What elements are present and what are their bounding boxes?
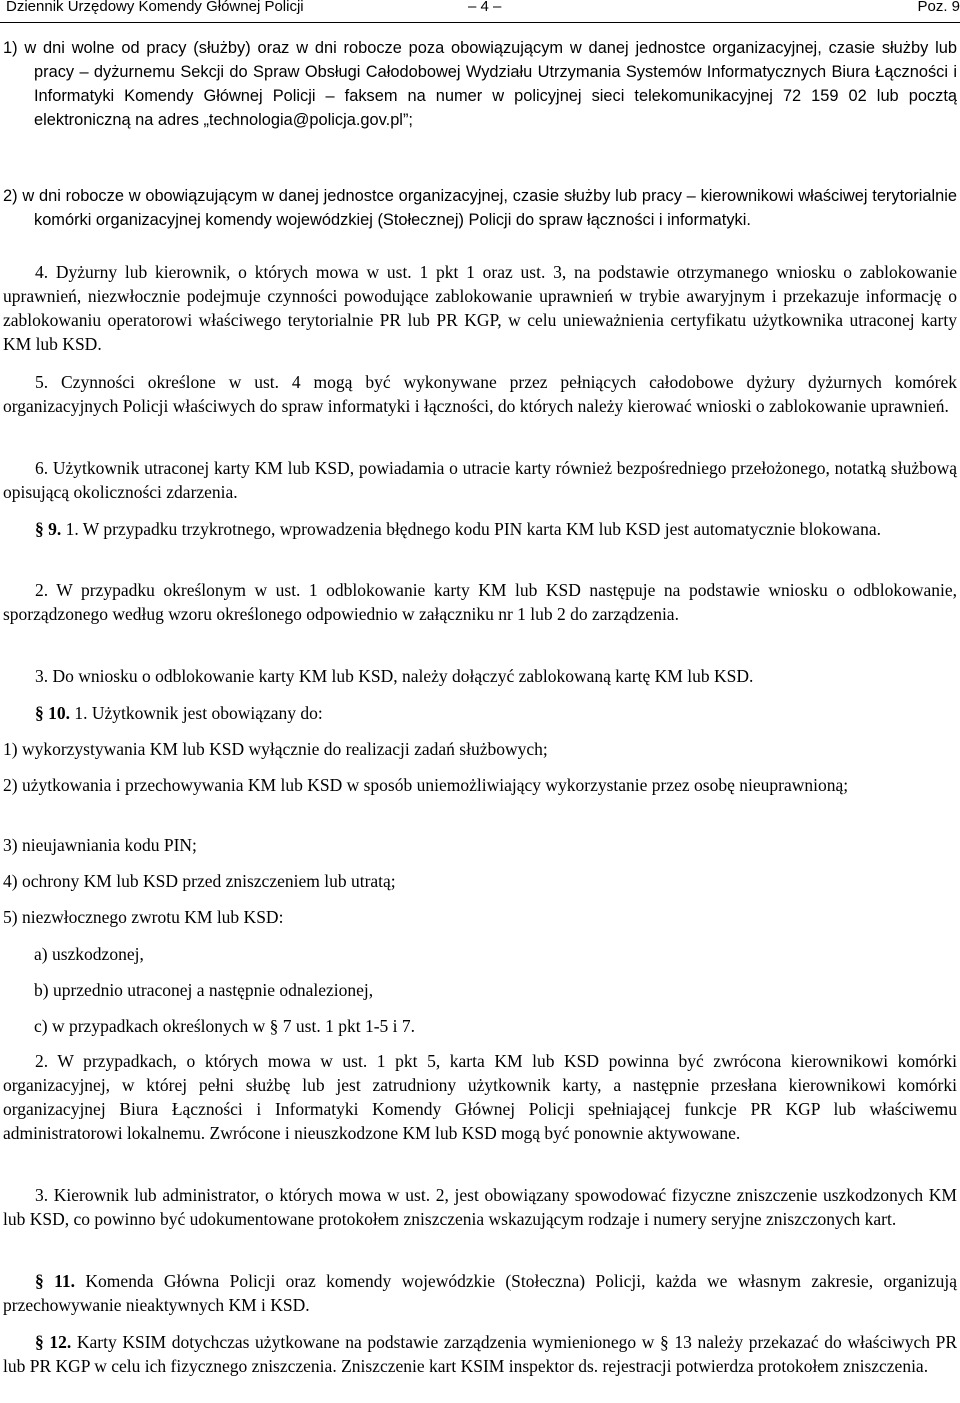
section-number: § 12. xyxy=(35,1332,72,1352)
page-number: – 4 – xyxy=(468,0,502,15)
journal-title: Dziennik Urzędowy Komendy Głównej Policji xyxy=(6,0,304,15)
list-item: 4) ochrony KM lub KSD przed zniszczeniem lub utratą; xyxy=(3,871,396,891)
list-item: 2) użytkowania i przechowywania KM lub KSD w sposób uniemożliwiający wykorzystanie przez osobę nieuprawnioną; xyxy=(3,775,849,795)
section-number: § 9. xyxy=(35,519,62,539)
section-12: § 12. Karty KSIM dotychczas użytkowane na podstawie zarządzenia wymienionego w § 13 należy przekazać do właściwych PR lub PR KGP w celu ich fizycznego zniszczenia. Zniszczenie kart KSIM inspektor ds. rejestracji potwierdza protokołem zniszczenia. xyxy=(3,1332,958,1376)
list-item: 5) niezwłocznego zwrotu KM lub KSD: xyxy=(3,907,284,927)
list-item: b) uprzednio utraconej a następnie odnalezionej, xyxy=(34,980,374,1000)
paragraph-5: 5. Czynności określone w ust. 4 mogą być wykonywane przez pełniących całodobowe dyżury dyżurnych komórek organizacyjnych Policji właściwych do spraw informatyki i łączności, do których należy kierować wnioski o zablokowanie uprawnień. xyxy=(3,372,957,416)
paragraph-6: 6. Użytkownik utraconej karty KM lub KSD, powiadamia o utracie karty również bezpośredniego przełożonego, notatką służbową opisującą okoliczności zdarzenia. xyxy=(3,458,957,502)
section-9-item-2: 2. W przypadku określonym w ust. 1 odblokowanie karty KM lub KSD następuje na podstawie wniosku o odblokowanie, sporządzonego według wzoru określonego odpowiednio w załączniku nr 1 lub 2 do zarządzenia. xyxy=(3,580,957,624)
item-number: Poz. 9 xyxy=(917,0,960,15)
list-item: 1) w dni wolne od pracy (służby) oraz w dni robocze poza obowiązującym w danej jednostce organizacyjnej, czasie służby lub pracy – dyżurnemu Sekcji do Spraw Obsługi Całodobowej Wydziału Utrzymania Systemów Informatycznych Biura Łączności i Informatyki Komendy Głównej Policji – faksem na numer w policyjnej sieci telekomunikacyjnej 72 159 02 lub pocztą elektroniczną na adres „technologia@policja.gov.pl”; xyxy=(3,39,957,129)
section-9: § 9. 1. W przypadku trzykrotnego, wprowadzenia błędnego kodu PIN karta KM lub KSD jest automatycznie blokowana. xyxy=(35,519,881,539)
list-item: 2) w dni robocze w obowiązującym w danej jednostce organizacyjnej, czasie służby lub pracy – kierownikowi właściwej terytorialnie komórki organizacyjnej komendy wojewódzkiej (Stołecznej) Policji do spraw łączności i informatyki. xyxy=(3,187,957,229)
list-item: 3) nieujawniania kodu PIN; xyxy=(3,835,197,855)
section-11: § 11. Komenda Główna Policji oraz komendy wojewódzkie (Stołeczna) Policji, każda we własnym zakresie, organizują przechowywanie nieaktywnych KM i KSD. xyxy=(3,1271,957,1315)
header-divider xyxy=(0,22,960,23)
list-item: c) w przypadkach określonych w § 7 ust. 1 pkt 1-5 i 7. xyxy=(34,1016,416,1036)
section-10-item-3: 3. Kierownik lub administrator, o których mowa w ust. 2, jest obowiązany spowodować fizyczne zniszczenie uszkodzonych KM lub KSD, co powinno być udokumentowane protokołem zniszczenia wskazującym rodzaje i numery seryjne zniszczonych kart. xyxy=(3,1185,957,1229)
section-10: § 10. 1. Użytkownik jest obowiązany do: xyxy=(35,703,323,723)
section-number: § 11. xyxy=(35,1271,76,1291)
paragraph-4: 4. Dyżurny lub kierownik, o których mowa w ust. 1 pkt 1 oraz ust. 3, na podstawie otrzymanego wniosku o zablokowanie uprawnień, niezwłocznie podejmuje czynności powodujące zablokowanie uprawnień w trybie awaryjnym i przekazuje informację o zablokowaniu operatorowi właściwego terytorialnie PR lub PR KGP, w celu unieważnienia certyfikatu użytkownika utraconej karty KM lub KSD. xyxy=(3,262,957,354)
list-item: 1) wykorzystywania KM lub KSD wyłącznie do realizacji zadań służbowych; xyxy=(3,739,548,759)
list-item: a) uszkodzonej, xyxy=(34,944,144,964)
section-10-item-2: 2. W przypadkach, o których mowa w ust. 1 pkt 5, karta KM lub KSD powinna być zwrócona kierownikowi komórki organizacyjnej, w której pełni służbę lub jest zatrudniony użytkownik karty, a następnie przesłana kierownikowi komórki organizacyjnej Biura Łączności i Informatyki Komendy Głównej Policji spełniającej funkcje PR KGP lub właściwemu administratorowi lokalnemu. Zwrócone i nieuszkodzone KM lub KSD mogą być ponownie aktywowane. xyxy=(3,1051,957,1143)
section-9-item-3: 3. Do wniosku o odblokowanie karty KM lub KSD, należy dołączyć zablokowaną kartę KM lub KSD. xyxy=(35,666,754,686)
section-number: § 10. xyxy=(35,703,70,723)
page-header xyxy=(6,0,960,20)
